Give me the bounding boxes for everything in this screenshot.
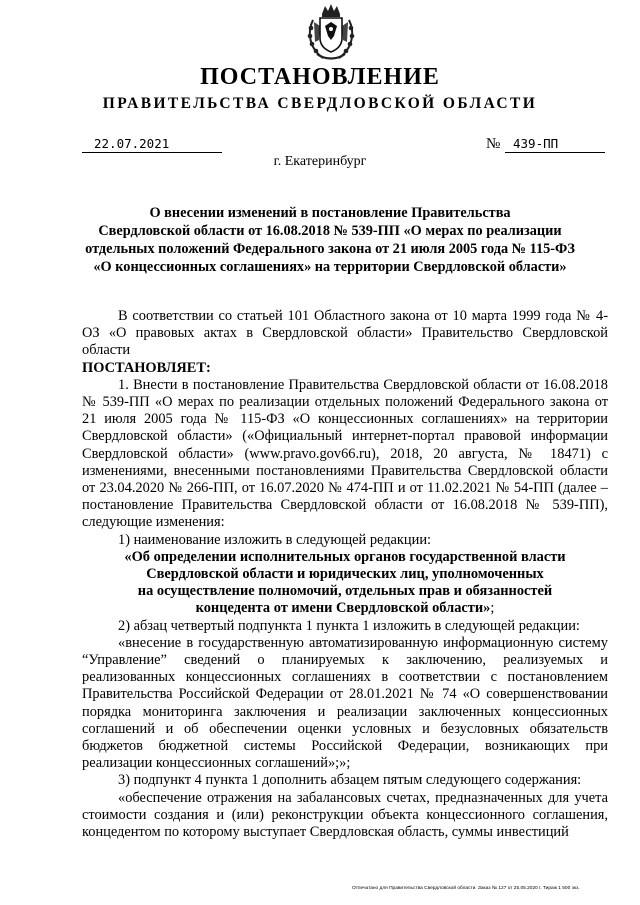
new-title-tail: ; <box>490 600 495 617</box>
subclause-2-paragraph: 2) абзац четвертый подпункта 1 пункта 1 изложить в следующей редакции: <box>118 617 580 634</box>
document-number: 439-ПП <box>505 136 605 153</box>
decree-word: ПОСТАНОВЛЯЕТ: <box>82 359 211 376</box>
coat-of-arms-icon <box>301 2 361 64</box>
city-line: г. Екатеринбург <box>273 154 367 169</box>
quoted-paragraph: «внесение в государственную автоматизированную информационную систему “Управление” сведений о планируемых к заключению, реализуемых и реализованных концессионных соглашениях в соответствии с постановлением Правительства Российской Федерации от 28.01.2021 № 74 «О совершенствовании порядка мониторинга заключения и реализации заключенных концессионных соглашений и об обеспечении оценки условных и безусловных обязательств бюджетов бюджетной системы Российской Федерации, возникающих при реализации концессионных соглашений»;»; <box>82 634 608 772</box>
preamble-paragraph: В соответствии со статьей 101 Областного закона от 10 марта 1999 года № 4-ОЗ «О правовых актах в Свердловской области» Правительство Свердловской области <box>82 308 608 359</box>
number-label: № <box>486 136 501 152</box>
print-footer: Отпечатано для Правительства Свердловской области. Заказ № 127 от 25.05.2020 г. Тираж 1 500 экз. <box>352 886 580 891</box>
document-date: 22.07.2021 <box>82 136 222 153</box>
new-title-line: Свердловской области и юридических лиц, уполномоченных <box>146 566 544 583</box>
new-title-last-line <box>82 600 608 617</box>
title-line: отдельных положений Федерального закона от 21 июля 2005 года № 115-ФЗ <box>85 241 575 257</box>
document-title <box>60 204 600 276</box>
quoted-paragraph-continued: «обеспечение отражения на забалансовых счетах, предназначенных для учета стоимости создания и (или) реконструкции объекта концессионного соглашения, концедентом по которому выступает Свердловская область, суммы инвестиций <box>82 789 608 841</box>
title-line: О внесении изменений в постановление Правительства <box>149 205 511 221</box>
subclause-1-paragraph: 1) наименование изложить в следующей редакции: <box>118 531 432 548</box>
document-type-heading: ПОСТАНОВЛЕНИЕ <box>200 64 440 90</box>
new-title-last-text: концедента от имени Свердловской области» <box>195 600 491 617</box>
new-title-line: «Об определении исполнительных органов государственной власти <box>124 548 566 565</box>
title-line: «О концессионных соглашениях» на территории Свердловской области» <box>93 259 567 275</box>
subclause-3-paragraph: 3) подпункт 4 пункта 1 дополнить абзацем пятым следующего содержания: <box>118 772 582 789</box>
new-title-line: на осуществление полномочий, отдельных прав и обязанностей <box>137 583 553 600</box>
document-body <box>82 308 608 841</box>
issuer-heading: ПРАВИТЕЛЬСТВА СВЕРДЛОВСКОЙ ОБЛАСТИ <box>102 95 538 112</box>
clause-1-paragraph: 1. Внести в постановление Правительства Свердловской области от 16.08.2018 № 539-ПП «О мерах по реализации отдельных положений Федерального закона от 21 июля 2005 года № 115-ФЗ «О концессионных соглашениях» на территории Свердловской области» («Официальный интернет-портал правовой информации Свердловской области» (www.pravo.gov66.ru), 2018, 20 августа, № 18471) с изменениями, внесенными постановлениями Правительства Свердловской области от 23.04.2020 № 266-ПП, от 16.07.2020 № 474-ПП и от 11.02.2021 № 54-ПП (далее – постановление Правительства Свердловской области от 16.08.2018 № 539-ПП), следующие изменения: <box>82 376 608 531</box>
title-line: Свердловской области от 16.08.2018 № 539-ПП «О мерах по реализации <box>98 223 562 239</box>
